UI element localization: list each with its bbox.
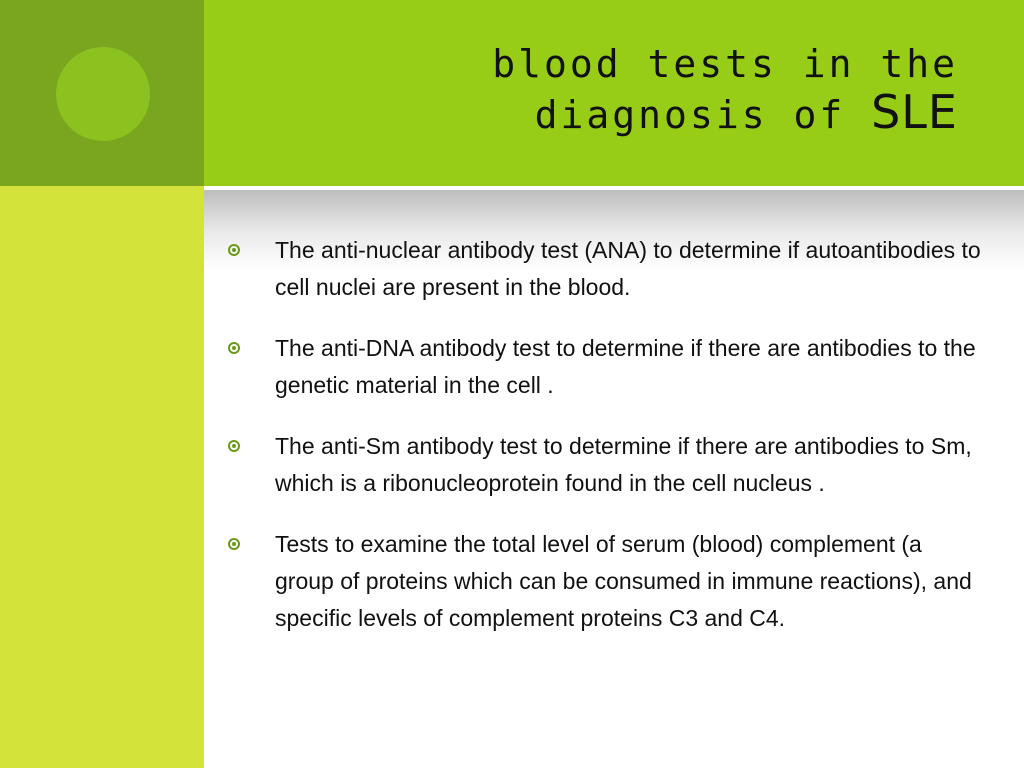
title-bar [204,0,1024,186]
bullet-text: The anti-Sm antibody test to determine if there are antibodies to Sm, which is a ribonucleoprotein found in the cell nucleus . [275,433,972,496]
title-line-2-text: diagnosis of [534,93,872,137]
slide-title [492,40,958,139]
bullet-item-complement [222,526,982,637]
circled-bullet-icon [228,440,240,452]
bullet-text: The anti-nuclear antibody test (ANA) to determine if autoantibodies to cell nuclei are present in the blood. [275,237,981,300]
decorative-circle [56,47,150,141]
bullet-item-anti-sm [222,428,982,502]
bullet-text: Tests to examine the total level of serum (blood) complement (a group of proteins which can be consumed in immune reactions), and specific levels of complement proteins C3 and C4. [275,531,972,631]
bullet-text: The anti-DNA antibody test to determine if there are antibodies to the genetic material in the cell . [275,335,976,398]
circled-bullet-icon [228,538,240,550]
bullet-item-anti-dna [222,330,982,404]
circled-bullet-icon [228,342,240,354]
bullet-item-ana [222,232,982,306]
title-line-1: blood tests in the [492,42,958,86]
title-line-2 [492,85,958,139]
circled-bullet-icon [228,244,240,256]
corner-block [0,0,204,186]
title-acronym: SLE [871,85,958,139]
left-accent-bar [0,186,204,768]
bullet-list [222,232,982,661]
